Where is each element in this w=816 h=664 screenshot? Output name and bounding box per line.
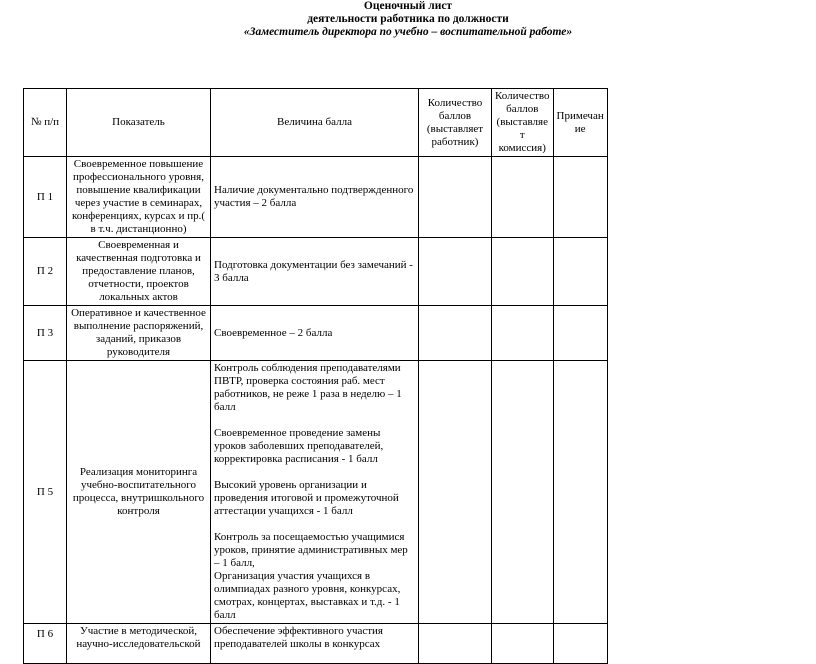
commission-score-cell[interactable] xyxy=(492,157,554,238)
score-text: Своевременное – 2 балла xyxy=(214,326,333,339)
table-row xyxy=(24,306,608,361)
score-text: Подготовка документации без замечаний - 3 балла xyxy=(214,258,413,284)
self-score-cell[interactable] xyxy=(419,157,492,238)
document-title: Оценочный лист xyxy=(363,0,453,12)
self-score-cell[interactable] xyxy=(419,306,492,361)
score-text: Контроль за посещаемостью учащимися уроков, принятие административных мер – 1 балл, xyxy=(214,531,408,569)
col-header-note: Примечан ие xyxy=(553,89,607,157)
col-header-number: № п/п xyxy=(24,89,67,157)
col-header-score: Величина балла xyxy=(211,89,419,157)
table-row xyxy=(24,238,608,306)
row-number: П 2 xyxy=(24,238,67,306)
score-cell xyxy=(211,157,419,238)
score-text: Организация участия учащихся в олимпиадах разного уровня, конкурсах, смотрах, концертах, выставках и т.д. - 1 балл xyxy=(214,570,401,621)
row-number: П 1 xyxy=(24,157,67,238)
document-header xyxy=(0,0,816,39)
score-cell xyxy=(211,624,419,664)
score-cell xyxy=(211,361,419,624)
score-text: Наличие документально подтвержденного участия – 2 балла xyxy=(214,184,414,209)
col-header-self-score: Количество баллов (выставляет работник) xyxy=(419,89,492,157)
commission-score-cell[interactable] xyxy=(492,624,554,664)
table-row xyxy=(24,157,608,238)
col-header-indicator: Показатель xyxy=(67,89,211,157)
score-text: Высокий уровень организации и проведения итоговой и промежуточной аттестации учащихся - 1 балл xyxy=(214,479,399,517)
note-cell[interactable] xyxy=(553,361,607,624)
indicator-cell: Реализация мониторинга учебно-воспитательного процесса, внутришкольного контроля xyxy=(67,361,211,624)
commission-score-cell[interactable] xyxy=(492,361,554,624)
row-number: П 6 xyxy=(24,624,67,664)
table-row xyxy=(24,624,608,664)
indicator-cell: Своевременное повышение профессионального уровня, повышение квалификации через участие в семинарах, конференциях, курсах и пр.( в т.ч. дистанционно) xyxy=(67,157,211,238)
col-header-commission-score: Количество баллов (выставляе т комиссия) xyxy=(492,89,554,157)
row-number: П 5 xyxy=(24,361,67,624)
commission-score-cell[interactable] xyxy=(492,306,554,361)
commission-score-cell[interactable] xyxy=(492,238,554,306)
note-cell[interactable] xyxy=(553,157,607,238)
score-text: Своевременное проведение замены уроков заболевших преподавателей, корректировка расписания - 1 балл xyxy=(214,427,384,465)
indicator-cell: Участие в методической, научно-исследовательской xyxy=(67,624,211,664)
self-score-cell[interactable] xyxy=(419,624,492,664)
score-cell xyxy=(211,306,419,361)
indicator-cell: Своевременная и качественная подготовка и предоставление планов, отчетности, проектов локальных актов xyxy=(67,238,211,306)
document-subtitle: деятельности работника по должности xyxy=(307,13,509,25)
score-text: Обеспечение эффективного участия преподавателей школы в конкурсах xyxy=(214,625,383,650)
row-number: П 3 xyxy=(24,306,67,361)
note-cell[interactable] xyxy=(553,238,607,306)
note-cell[interactable] xyxy=(553,306,607,361)
table-row xyxy=(24,361,608,624)
score-text: Контроль соблюдения преподавателями ПВТР, проверка состояния раб. мест работников, не реже 1 раза в неделю – 1 балл xyxy=(214,362,402,413)
self-score-cell[interactable] xyxy=(419,361,492,624)
table-header-row xyxy=(24,89,608,157)
evaluation-table xyxy=(23,88,608,664)
score-cell xyxy=(211,238,419,306)
position-title: «Заместитель директора по учебно – воспитательной работе» xyxy=(243,26,573,38)
indicator-cell: Оперативное и качественное выполнение распоряжений, заданий, приказов руководителя xyxy=(67,306,211,361)
note-cell[interactable] xyxy=(553,624,607,664)
self-score-cell[interactable] xyxy=(419,238,492,306)
